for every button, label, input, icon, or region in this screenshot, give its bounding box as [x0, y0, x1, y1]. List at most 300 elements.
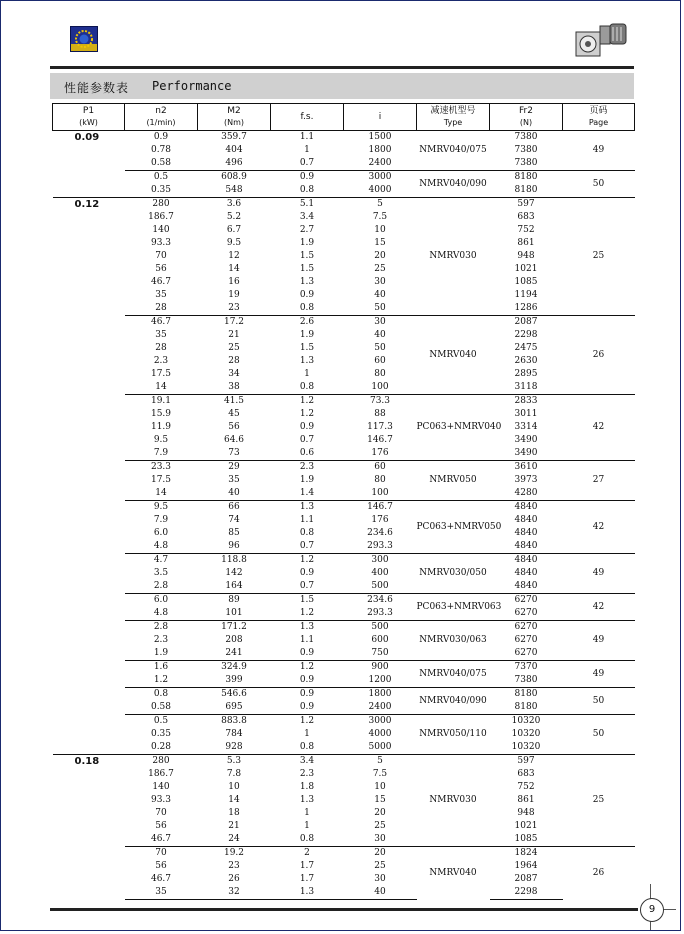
table-row — [53, 794, 635, 807]
header-m2: M2 (Nm) — [198, 104, 271, 131]
m2-cell: 241 — [225, 648, 243, 658]
table-row — [53, 621, 635, 635]
fr2-cell: 8180 — [490, 171, 563, 185]
n2-cell: 28 — [155, 343, 167, 353]
table-row — [53, 289, 635, 302]
type-cell: NMRV040/075 — [417, 131, 490, 171]
m2-cell: 66 — [198, 501, 271, 515]
page-cell: 50 — [563, 688, 635, 715]
m2-cell: 546.6 — [198, 688, 271, 702]
fr2-cell: 7380 — [514, 158, 538, 168]
n2-cell: 280 — [125, 198, 198, 212]
fr2-cell: 861 — [517, 795, 535, 805]
table-row — [53, 316, 635, 330]
m2-cell: 73 — [228, 448, 240, 458]
n2-cell: 23.3 — [125, 461, 198, 475]
fr2-cell: 10320 — [490, 715, 563, 729]
fr2-cell: 1021 — [514, 264, 538, 274]
m2-cell: 19.2 — [198, 847, 271, 861]
m2-cell: 34 — [228, 369, 240, 379]
fr2-cell: 948 — [517, 251, 535, 261]
m2-cell: 29 — [198, 461, 271, 475]
n2-cell: 14 — [155, 382, 167, 392]
n2-cell: 14 — [155, 488, 167, 498]
fr2-cell: 6270 — [490, 621, 563, 635]
i-cell: 117.3 — [367, 422, 393, 432]
m2-cell: 404 — [225, 145, 243, 155]
m2-cell: 23 — [228, 303, 240, 313]
i-cell: 234.6 — [344, 594, 417, 608]
table-row — [53, 447, 635, 461]
n2-cell: 186.7 — [148, 212, 174, 222]
type-cell: PC063+NMRV063 — [417, 594, 490, 621]
m2-cell: 3.6 — [198, 198, 271, 212]
n2-cell: 28 — [155, 303, 167, 313]
m2-cell: 208 — [225, 635, 243, 645]
i-cell: 900 — [344, 661, 417, 675]
fr2-cell: 7380 — [514, 145, 538, 155]
n2-cell: 6.0 — [153, 528, 169, 538]
n2-cell: 0.58 — [150, 702, 172, 712]
n2-cell: 0.28 — [150, 742, 172, 752]
m2-cell: 64.6 — [223, 435, 245, 445]
header-fr2: Fr2 (N) — [490, 104, 563, 131]
table-row — [53, 408, 635, 421]
i-cell: 30 — [374, 874, 386, 884]
n2-cell: 46.7 — [150, 834, 172, 844]
table-row — [53, 329, 635, 342]
fr2-cell: 10320 — [511, 729, 541, 739]
m2-cell: 16 — [228, 277, 240, 287]
fs-cell: 1 — [304, 729, 310, 739]
n2-cell: 4.8 — [153, 541, 169, 551]
table-row — [53, 768, 635, 781]
n2-cell: 35 — [155, 330, 167, 340]
table-row — [53, 833, 635, 847]
page-cell: 49 — [563, 554, 635, 594]
fs-cell: 1.5 — [271, 594, 344, 608]
table-row — [53, 728, 635, 741]
n2-cell: 0.8 — [125, 688, 198, 702]
n2-cell: 4.7 — [125, 554, 198, 568]
i-cell: 500 — [371, 581, 389, 591]
fr2-cell: 752 — [517, 225, 535, 235]
m2-cell: 142 — [225, 568, 243, 578]
fr2-cell: 7370 — [490, 661, 563, 675]
type-cell: NMRV050/110 — [417, 715, 490, 755]
n2-cell: 56 — [155, 861, 167, 871]
fs-cell: 1.3 — [271, 501, 344, 515]
fs-cell: 5.1 — [271, 198, 344, 212]
n2-cell: 0.78 — [150, 145, 172, 155]
table-row — [53, 886, 635, 900]
fs-cell: 1.3 — [271, 886, 344, 900]
n2-cell: 2.3 — [153, 635, 169, 645]
table-row — [53, 807, 635, 820]
fs-cell: 1.9 — [299, 330, 315, 340]
m2-cell: 96 — [228, 541, 240, 551]
i-cell: 7.5 — [372, 769, 388, 779]
fr2-cell: 597 — [490, 755, 563, 769]
fr2-cell: 3973 — [514, 475, 538, 485]
m2-cell: 21 — [228, 330, 240, 340]
page-number: 9 — [640, 898, 664, 922]
fr2-cell: 3610 — [490, 461, 563, 475]
i-cell: 25 — [374, 821, 386, 831]
i-cell: 20 — [374, 808, 386, 818]
n2-cell: 0.5 — [125, 171, 198, 185]
fs-cell: 1.7 — [299, 874, 315, 884]
i-cell: 5000 — [368, 742, 392, 752]
n2-cell: 4.8 — [153, 608, 169, 618]
table-row — [53, 237, 635, 250]
i-cell: 40 — [374, 290, 386, 300]
i-cell: 293.3 — [367, 541, 393, 551]
m2-cell: 399 — [225, 675, 243, 685]
table-row — [53, 224, 635, 237]
header-rule — [50, 66, 634, 69]
fs-cell: 1.3 — [271, 621, 344, 635]
table-row — [53, 527, 635, 540]
fs-cell: 1.5 — [299, 251, 315, 261]
fs-cell: 3.4 — [299, 212, 315, 222]
m2-cell: 6.7 — [226, 225, 242, 235]
i-cell: 1800 — [368, 145, 392, 155]
n2-cell: 46.7 — [125, 316, 198, 330]
fs-cell: 0.7 — [299, 158, 315, 168]
fr2-cell: 6270 — [514, 648, 538, 658]
table-row — [53, 395, 635, 409]
footer-rule — [50, 908, 638, 911]
section-title-bar — [50, 73, 634, 99]
i-cell: 30 — [374, 277, 386, 287]
fs-cell: 1.2 — [271, 715, 344, 729]
p1-value: 0.12 — [53, 198, 125, 755]
fs-cell: 0.7 — [299, 435, 315, 445]
table-row — [53, 647, 635, 661]
m2-cell: 24 — [228, 834, 240, 844]
fs-cell: 0.8 — [299, 303, 315, 313]
table-row — [53, 434, 635, 447]
fs-cell: 2.7 — [299, 225, 315, 235]
title-chinese: 性能参数表 — [64, 81, 130, 95]
m2-cell: 118.8 — [198, 554, 271, 568]
n2-cell: 35 — [125, 886, 198, 900]
i-cell: 15 — [374, 795, 386, 805]
table-row — [53, 250, 635, 263]
table-row — [53, 487, 635, 501]
i-cell: 25 — [374, 264, 386, 274]
fr2-cell: 7380 — [490, 131, 563, 145]
n2-cell: 0.5 — [125, 715, 198, 729]
m2-cell: 41.5 — [198, 395, 271, 409]
i-cell: 60 — [374, 356, 386, 366]
type-cell: PC063+NMRV040 — [417, 395, 490, 461]
fr2-cell: 8180 — [514, 185, 538, 195]
page-cell: 42 — [563, 594, 635, 621]
fs-cell: 0.8 — [299, 742, 315, 752]
page-cell: 50 — [563, 171, 635, 198]
m2-cell: 5.3 — [198, 755, 271, 769]
n2-cell: 140 — [152, 782, 170, 792]
n2-cell: 140 — [152, 225, 170, 235]
table-row — [53, 381, 635, 395]
i-cell: 40 — [374, 330, 386, 340]
i-cell: 1200 — [368, 675, 392, 685]
fs-cell: 0.8 — [299, 185, 315, 195]
i-cell: 80 — [374, 475, 386, 485]
fs-cell: 0.8 — [299, 834, 315, 844]
i-cell: 500 — [344, 621, 417, 635]
m2-cell: 12 — [228, 251, 240, 261]
i-cell: 400 — [371, 568, 389, 578]
table-row — [53, 461, 635, 475]
n2-cell: 280 — [125, 755, 198, 769]
table-row — [53, 873, 635, 886]
m2-cell: 18 — [228, 808, 240, 818]
m2-cell: 695 — [225, 702, 243, 712]
m2-cell: 32 — [198, 886, 271, 900]
header-type: 减速机型号 Type — [417, 104, 490, 131]
i-cell: 234.6 — [367, 528, 393, 538]
m2-cell: 548 — [225, 185, 243, 195]
fs-cell: 1.5 — [299, 343, 315, 353]
n2-cell: 186.7 — [148, 769, 174, 779]
fs-cell: 1.2 — [299, 409, 315, 419]
table-row — [53, 554, 635, 568]
page-cell: 25 — [563, 198, 635, 316]
fr2-cell: 4840 — [490, 501, 563, 515]
i-cell: 20 — [374, 251, 386, 261]
fs-cell: 0.9 — [299, 568, 315, 578]
m2-cell: 85 — [228, 528, 240, 538]
n2-cell: 93.3 — [150, 795, 172, 805]
i-cell: 3000 — [344, 715, 417, 729]
i-cell: 293.3 — [367, 608, 393, 618]
m2-cell: 359.7 — [198, 131, 271, 145]
fs-cell: 0.9 — [299, 702, 315, 712]
table-row — [53, 157, 635, 171]
m2-cell: 56 — [228, 422, 240, 432]
fr2-cell: 4840 — [490, 554, 563, 568]
table-row — [53, 171, 635, 185]
table-row — [53, 540, 635, 554]
n2-cell: 17.5 — [150, 369, 172, 379]
i-cell: 300 — [344, 554, 417, 568]
fr2-cell: 8180 — [490, 688, 563, 702]
type-cell: NMRV030/050 — [417, 554, 490, 594]
i-cell: 15 — [374, 238, 386, 248]
fs-cell: 2.6 — [271, 316, 344, 330]
i-cell: 1800 — [344, 688, 417, 702]
m2-cell: 45 — [228, 409, 240, 419]
fs-cell: 1.9 — [299, 475, 315, 485]
header-i: i — [344, 104, 417, 131]
fr2-cell: 683 — [517, 769, 535, 779]
fs-cell: 1.7 — [299, 861, 315, 871]
fs-cell: 2 — [271, 847, 344, 861]
n2-cell: 46.7 — [150, 874, 172, 884]
fs-cell: 1.1 — [299, 635, 315, 645]
m2-cell: 25 — [228, 343, 240, 353]
m2-cell: 28 — [228, 356, 240, 366]
m2-cell: 10 — [228, 782, 240, 792]
table-row — [53, 860, 635, 873]
table-row — [53, 211, 635, 224]
fr2-cell: 1824 — [490, 847, 563, 861]
fs-cell: 1.2 — [299, 608, 315, 618]
fs-cell: 1.3 — [299, 795, 315, 805]
m2-cell: 26 — [228, 874, 240, 884]
table-row — [53, 781, 635, 794]
fr2-cell: 10320 — [511, 742, 541, 752]
fr2-cell: 752 — [517, 782, 535, 792]
table-header-row — [53, 104, 635, 131]
table-row — [53, 474, 635, 487]
i-cell: 4000 — [368, 185, 392, 195]
n2-cell: 35 — [155, 290, 167, 300]
fs-cell: 1.1 — [271, 131, 344, 145]
fs-cell: 1.3 — [299, 277, 315, 287]
table-row — [53, 198, 635, 212]
table-row — [53, 701, 635, 715]
gear-motor-icon — [574, 18, 628, 62]
i-cell: 4000 — [368, 729, 392, 739]
m2-cell: 171.2 — [198, 621, 271, 635]
n2-cell: 17.5 — [150, 475, 172, 485]
page-cell: 49 — [563, 661, 635, 688]
i-cell: 50 — [374, 303, 386, 313]
type-cell: NMRV030/063 — [417, 621, 490, 661]
n2-cell: 6.0 — [125, 594, 198, 608]
company-logo — [70, 26, 98, 52]
i-cell: 176 — [371, 448, 389, 458]
table-row — [53, 755, 635, 769]
type-cell: NMRV030 — [417, 755, 490, 847]
n2-cell: 56 — [155, 821, 167, 831]
fs-cell: 0.9 — [299, 290, 315, 300]
type-cell: NMRV050 — [417, 461, 490, 501]
type-cell: NMRV040/075 — [417, 661, 490, 688]
fr2-cell: 1286 — [514, 303, 538, 313]
n2-cell: 1.9 — [153, 648, 169, 658]
table-row — [53, 688, 635, 702]
n2-cell: 70 — [155, 251, 167, 261]
m2-cell: 928 — [225, 742, 243, 752]
n2-cell: 19.1 — [125, 395, 198, 409]
fs-cell: 1.4 — [299, 488, 315, 498]
m2-cell: 19 — [228, 290, 240, 300]
table-row — [53, 820, 635, 833]
page-cell: 26 — [563, 316, 635, 395]
page-cell: 26 — [563, 847, 635, 900]
n2-cell: 2.8 — [125, 621, 198, 635]
fr2-cell: 1021 — [514, 821, 538, 831]
i-cell: 5 — [344, 198, 417, 212]
table-row — [53, 634, 635, 647]
fr2-cell: 597 — [490, 198, 563, 212]
m2-cell: 7.8 — [226, 769, 242, 779]
fs-cell: 0.8 — [299, 528, 315, 538]
table-row — [53, 580, 635, 594]
fr2-cell: 2630 — [514, 356, 538, 366]
table-row — [53, 421, 635, 434]
n2-cell: 7.9 — [153, 448, 169, 458]
m2-cell: 14 — [228, 795, 240, 805]
table-row — [53, 741, 635, 755]
m2-cell: 164 — [225, 581, 243, 591]
n2-cell: 9.5 — [153, 435, 169, 445]
fr2-cell: 2895 — [514, 369, 538, 379]
p1-value: 0.18 — [53, 755, 125, 900]
fs-cell: 0.9 — [299, 422, 315, 432]
n2-cell: 1.6 — [125, 661, 198, 675]
performance-table — [52, 103, 635, 900]
i-cell: 750 — [371, 648, 389, 658]
i-cell: 10 — [374, 225, 386, 235]
n2-cell: 0.35 — [150, 185, 172, 195]
fs-cell: 3.4 — [271, 755, 344, 769]
fr2-cell: 6270 — [514, 635, 538, 645]
fr2-cell: 861 — [517, 238, 535, 248]
fr2-cell: 3011 — [514, 409, 538, 419]
table-row — [53, 342, 635, 355]
corner-mark-horizontal — [662, 909, 676, 910]
fr2-cell: 3314 — [514, 422, 538, 432]
table-row — [53, 144, 635, 157]
i-cell: 100 — [371, 488, 389, 498]
fr2-cell: 4840 — [514, 541, 538, 551]
i-cell: 5 — [344, 755, 417, 769]
page-cell: 25 — [563, 755, 635, 847]
m2-cell: 35 — [228, 475, 240, 485]
p1-value: 0.09 — [74, 132, 100, 143]
fr2-cell: 6270 — [514, 608, 538, 618]
m2-cell: 324.9 — [198, 661, 271, 675]
m2-cell: 883.8 — [198, 715, 271, 729]
m2-cell: 496 — [225, 158, 243, 168]
m2-cell: 74 — [228, 515, 240, 525]
fs-cell: 0.9 — [299, 648, 315, 658]
fs-cell: 0.9 — [299, 675, 315, 685]
i-cell: 146.7 — [367, 435, 393, 445]
page-cell: 49 — [563, 131, 635, 171]
n2-cell: 7.9 — [153, 515, 169, 525]
fs-cell: 1 — [304, 821, 310, 831]
fr2-cell: 1964 — [514, 861, 538, 871]
table-row — [53, 184, 635, 198]
m2-cell: 101 — [225, 608, 243, 618]
fs-cell: 0.7 — [299, 581, 315, 591]
fr2-cell: 1085 — [514, 834, 538, 844]
n2-cell: 70 — [125, 847, 198, 861]
type-cell: NMRV030 — [417, 198, 490, 316]
fr2-cell: 4280 — [514, 488, 538, 498]
i-cell: 176 — [371, 515, 389, 525]
fr2-cell: 2298 — [490, 886, 563, 900]
page-cell: 50 — [563, 715, 635, 755]
table-row — [53, 263, 635, 276]
fs-cell: 1.2 — [271, 554, 344, 568]
m2-cell: 17.2 — [198, 316, 271, 330]
table-row — [53, 661, 635, 675]
table-row — [53, 674, 635, 688]
table-row — [53, 368, 635, 381]
i-cell: 30 — [374, 834, 386, 844]
m2-cell: 608.9 — [198, 171, 271, 185]
table-row — [53, 355, 635, 368]
page-cell: 49 — [563, 621, 635, 661]
